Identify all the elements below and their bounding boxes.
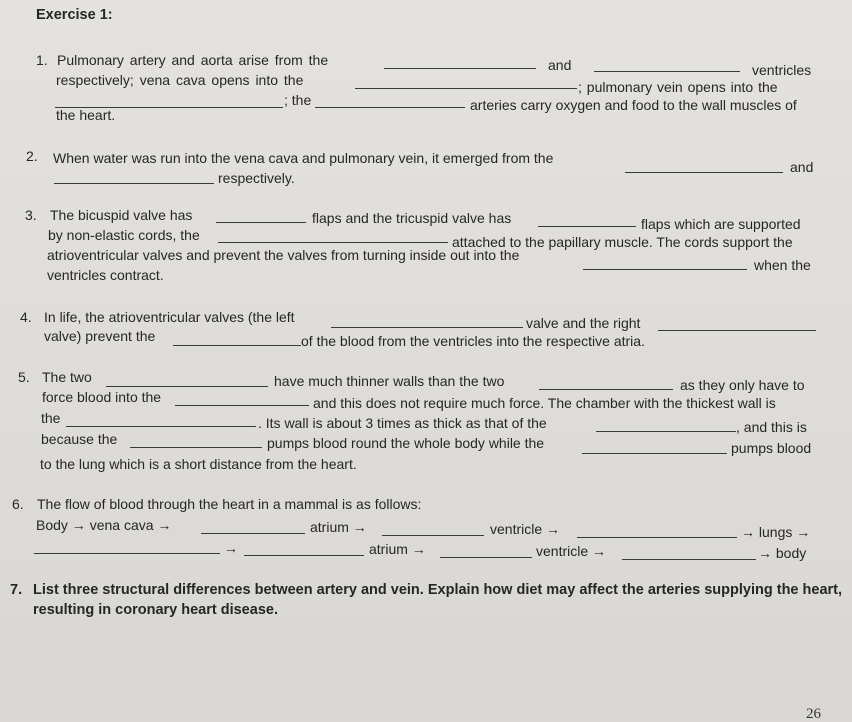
q6-blank-3[interactable] — [577, 537, 737, 538]
q4-blank-3[interactable] — [173, 345, 301, 346]
q5-text-b: have much thinner walls than the two — [274, 373, 505, 389]
q5-text-d: force blood into the — [42, 389, 162, 405]
q1-text-h: the heart. — [56, 107, 116, 123]
q3-number: 3. — [25, 207, 37, 223]
q6-text-g: atrium → — [369, 541, 426, 557]
q1-text-g: arteries carry oxygen and food to the wall muscles of — [470, 97, 797, 113]
q3-text-h: ventricles contract. — [47, 267, 164, 283]
q3-blank-2[interactable] — [538, 226, 636, 227]
q1-blank-2[interactable] — [594, 71, 740, 72]
q6-blank-2[interactable] — [382, 535, 484, 536]
q5-text-f: the — [41, 410, 61, 426]
q6-text-d: ventricle → — [490, 521, 561, 537]
q4-blank-1[interactable] — [331, 327, 523, 328]
q6-text-e: → lungs → — [741, 524, 811, 540]
q3-blank-4[interactable] — [583, 269, 747, 270]
q1-blank-3[interactable] — [355, 88, 577, 89]
q5-text-a: The two — [42, 369, 92, 385]
q5-text-e: and this does not require much force. The chamber with the thickest wall is — [313, 395, 776, 411]
q3-text-g: when the — [754, 257, 811, 273]
q4-text-d: of the blood from the ventricles into the respective atria. — [301, 333, 645, 349]
q6-text-f: → — [224, 540, 238, 556]
q6-text-c: atrium → — [310, 519, 367, 535]
q1-text-c: ventricles — [752, 62, 812, 78]
q5-text-i: because the — [41, 431, 118, 447]
q5-text-j: pumps blood round the whole body while the — [267, 435, 545, 451]
q1-blank-1[interactable] — [384, 68, 536, 69]
q4-number: 4. — [20, 309, 32, 325]
q3-blank-1[interactable] — [216, 222, 306, 223]
exercise-title: Exercise 1: — [36, 7, 113, 23]
q1-text-b: and — [548, 57, 572, 73]
q2-blank-2[interactable] — [54, 183, 214, 184]
q3-blank-3[interactable] — [218, 242, 448, 243]
q4-blank-2[interactable] — [658, 330, 816, 331]
q5-blank-5[interactable] — [596, 431, 736, 432]
q4-text-c: valve) prevent the — [44, 328, 156, 344]
q3-text-b: flaps and the tricuspid valve has — [312, 210, 512, 226]
q5-blank-7[interactable] — [582, 453, 727, 454]
q1-blank-5[interactable] — [315, 107, 465, 108]
q1-text-d: respectively; vena cava opens into the — [56, 72, 304, 88]
q5-number: 5. — [18, 369, 30, 385]
q6-number: 6. — [12, 496, 24, 512]
q3-text-e: attached to the papillary muscle. The cords support the — [452, 234, 793, 250]
q5-text-k: pumps blood — [731, 440, 812, 456]
q6-blank-4[interactable] — [34, 553, 220, 554]
q2-blank-1[interactable] — [625, 172, 783, 173]
q3-text-d: by non-elastic cords, the — [48, 227, 200, 243]
q5-blank-1[interactable] — [106, 386, 268, 387]
q6-text-i: → body — [758, 545, 807, 561]
q6-text-h: ventricle → — [536, 543, 607, 559]
q5-blank-2[interactable] — [539, 389, 673, 390]
q4-text-a: In life, the atrioventricular valves (the left — [44, 309, 295, 325]
q6-text-a: The flow of blood through the heart in a mammal is as follows: — [37, 496, 422, 512]
q5-text-h: , and this is — [736, 419, 807, 435]
page-number: 26 — [806, 706, 821, 722]
q2-number: 2. — [26, 148, 38, 164]
q5-blank-4[interactable] — [66, 426, 256, 427]
q6-text-b: Body → vena cava → — [36, 517, 172, 533]
q5-blank-3[interactable] — [175, 405, 309, 406]
q6-blank-6[interactable] — [440, 557, 532, 558]
q3-text-f: atrioventricular valves and prevent the valves from turning inside out into the — [47, 247, 520, 263]
q2-text-b: and — [790, 159, 814, 175]
q5-blank-6[interactable] — [130, 447, 262, 448]
q6-blank-5[interactable] — [244, 555, 364, 556]
q2-text-c: respectively. — [218, 170, 295, 186]
q5-text-l: to the lung which is a short distance from the heart. — [40, 456, 357, 472]
q1-text-f: ; the — [284, 92, 312, 108]
q1-text-e: ; pulmonary vein opens into the — [578, 79, 778, 95]
q6-blank-7[interactable] — [622, 559, 756, 560]
q7-number: 7. — [10, 582, 23, 598]
q2-text-a: When water was run into the vena cava and pulmonary vein, it emerged from the — [53, 150, 554, 166]
q5-text-g: . Its wall is about 3 times as thick as that of the — [258, 415, 547, 431]
q1-text-a: Pulmonary artery and aorta arise from the — [57, 52, 329, 68]
q3-text-a: The bicuspid valve has — [50, 207, 193, 223]
q1-number: 1. — [36, 52, 48, 68]
q7-text-b: resulting in coronary heart disease. — [33, 602, 278, 618]
q3-text-c: flaps which are supported — [641, 216, 801, 232]
q6-blank-1[interactable] — [201, 533, 305, 534]
q5-text-c: as they only have to — [680, 377, 805, 393]
q4-text-b: valve and the right — [526, 315, 641, 331]
q7-text-a: List three structural differences between artery and vein. Explain how diet may affect the arteries supplying the heart, — [33, 582, 843, 598]
